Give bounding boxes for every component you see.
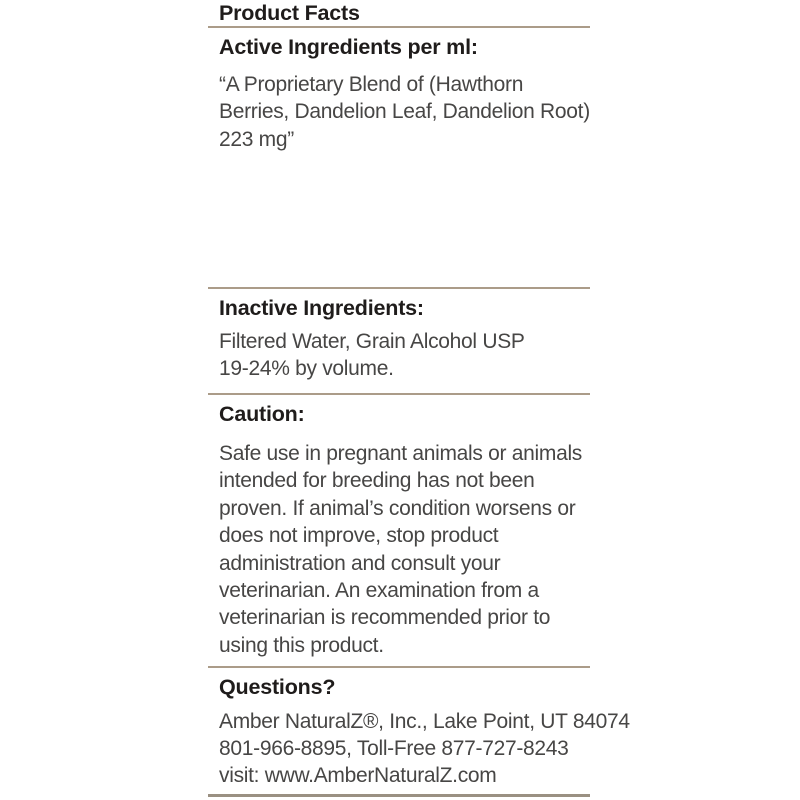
text-line: 19-24% by volume. — [219, 357, 394, 381]
divider-above-caution — [208, 393, 590, 395]
divider-above-questions — [208, 666, 590, 668]
text-line: using this product. — [219, 633, 384, 657]
active-ingredients-heading: Active Ingredients per ml: — [219, 35, 478, 59]
phone-numbers-line: 801-966-8895, Toll-Free 877-727-8243 — [219, 737, 569, 760]
inactive-ingredients-text — [219, 328, 525, 383]
caution-heading: Caution: — [219, 402, 305, 426]
panel-title: Product Facts — [219, 1, 360, 25]
text-line: Filtered Water, Grain Alcohol USP — [219, 330, 525, 353]
text-line: does not improve, stop product — [219, 524, 499, 548]
text-line: Berries, Dandelion Leaf, Dandelion Root) — [219, 100, 590, 124]
website-line: visit: www.AmberNaturalZ.com — [219, 764, 497, 787]
caution-text — [219, 440, 582, 659]
text-line: veterinarian is recommended prior to — [219, 606, 551, 630]
text-line: “A Proprietary Blend of (Hawthorn — [219, 73, 524, 96]
questions-heading: Questions? — [219, 675, 336, 699]
contact-info-text — [219, 708, 630, 789]
active-ingredients-text — [219, 71, 590, 153]
text-line: proven. If animal’s condition worsens or — [219, 496, 576, 520]
bottom-border-rule — [208, 794, 590, 797]
text-line: administration and consult your — [219, 551, 501, 575]
text-line: veterinarian. An examination from a — [219, 579, 539, 603]
text-line: 223 mg” — [219, 127, 294, 151]
divider-above-inactive — [208, 287, 590, 289]
text-line: Safe use in pregnant animals or animals — [219, 442, 583, 465]
divider-under-title — [208, 26, 590, 28]
text-line: intended for breeding has not been — [219, 469, 535, 493]
inactive-ingredients-heading: Inactive Ingredients: — [219, 296, 424, 320]
company-address-line: Amber NaturalZ®, Inc., Lake Point, UT 84074 — [219, 710, 630, 733]
